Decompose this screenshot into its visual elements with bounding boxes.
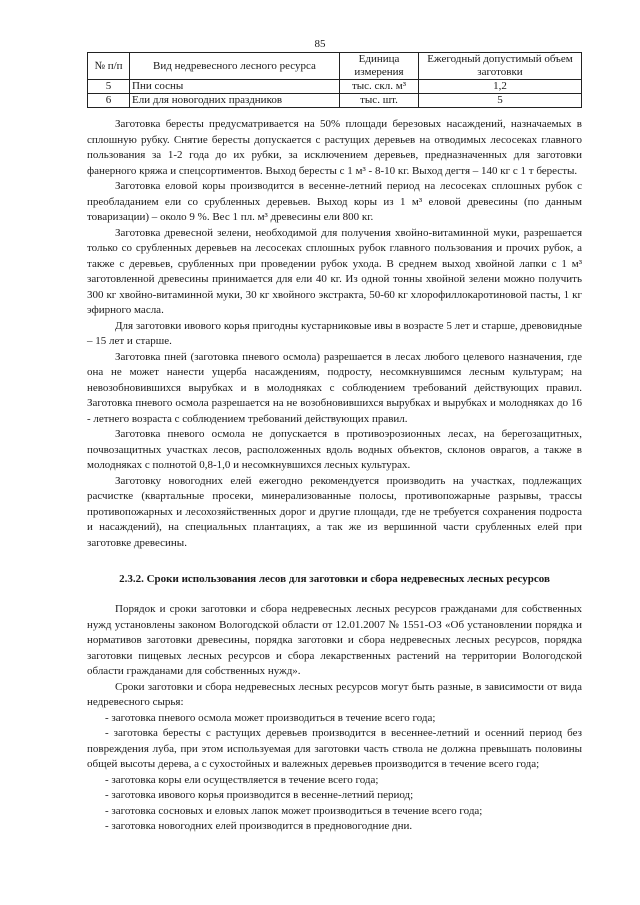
paragraph-terms: Сроки заготовки и сбора недревесных лесных ресурсов могут быть разные, в зависимости от вида недревесного сырья: (87, 680, 582, 708)
list-item: - заготовка ивового корья производится в весенне-летний период; (105, 789, 414, 801)
cell-resource: Пни сосны (130, 80, 340, 94)
list-item: - заготовка коры ели осуществляется в течение всего года; (105, 773, 379, 786)
cell-volume: 5 (419, 94, 582, 108)
list-item: - заготовка новогодних елей производится в предновогодние дни. (105, 820, 413, 832)
col-header-unit: Единица измерения (340, 53, 419, 80)
cell-unit: тыс. скл. м³ (340, 80, 419, 94)
paragraph-spruce-bark: Заготовка еловой коры производится в весенне-летний период на лесосеках сплошных рубок с преобладанием ели со срубленных деревьев. Выход коры из 1 м³ еловой древесины (по данным товаризации) – около 9 %. Вес 1 пл. м³ древесины ели 800 кг. (87, 180, 582, 223)
cell-number: 5 (88, 80, 130, 94)
col-header-number: № п/п (88, 53, 130, 80)
body-text-section (87, 602, 582, 835)
cell-resource: Ели для новогодних праздников (130, 94, 340, 108)
cell-volume: 1,2 (419, 80, 582, 94)
list-item: - заготовка бересты с растущих деревьев производится в весеннее-летний и осенний период без повреждения луба, при этом используемая для заготовки часть ствола не должна превышать половины общей высоты дерева, а с сухостойных и валежных деревьев производится в течение всего года; (87, 727, 582, 770)
col-header-resource: Вид недревесного лесного ресурса (130, 53, 340, 80)
list-item: - заготовка пневого осмола может производиться в течение всего года; (105, 711, 436, 724)
paragraph-birch-bark: Заготовка бересты предусматривается на 50% площади березовых насаждений, назначаемых в сплошную рубку. Снятие бересты допускается с растущих деревьев на отводимых лесосеках главного пользования за 1-2 года до их рубки, за исключением деревьев, предназначенных для заготовки фанерного кряжа и спецсортиментов. Выход бересты с 1 м³ - 8-10 кг. Выход дегтя – 140 кг с 1 т бересты. (87, 118, 582, 177)
paragraph-new-year-trees: Заготовку новогодних елей ежегодно рекомендуется производить на участках, подлежащих расчистке (квартальные просеки, минерализованные полосы, противопожарные разрывы, трассы противопожарных и лесохозяйственных дорог и другие площади, где не требуется сохранения подроста и насаждений), на специальных плантациях, а так же из вершинной части срубленных елей при заготовке древесины. (87, 474, 582, 549)
paragraph-stump-restrictions: Заготовка пневого осмола не допускается в противоэрозионных лесах, на берегозащитных, почвозащитных участках лесов, расположенных вдоль водных объектов, склонов оврагов, а также в молодняках с полнотой 0,8-1,0 и несомкнувшихся лесных культурах. (87, 428, 582, 471)
cell-unit: тыс. шт. (340, 94, 419, 108)
table-row (88, 80, 582, 94)
table-header-row (88, 53, 582, 80)
paragraph-stumps: Заготовка пней (заготовка пневого осмола) разрешается в лесах любого целевого назначения, где она не может нанести ущерба насаждениям, подросту, несомкнувшимся лесным культурам; на невозобновившихся вырубках и в молодняках с соблюдением требований действующих правил. Заготовка пневого осмола разрешается на не возобновившихся вырубках и вырубках и молодняках до 16 - летнего возраста с соблюдением требований действующих правил. (87, 350, 582, 425)
col-header-volume: Ежегодный допустимый объем заготовки (419, 53, 582, 80)
section-title: 2.3.2. Сроки использования лесов для заготовки и сбора недревесных лесных ресурсов (119, 573, 550, 585)
paragraph-wood-greenery: Заготовка древесной зелени, необходимой для получения хвойно-витаминной муки, разрешается только со срубленных деревьев на лесосеках сплошных рубок главного пользования и прочих рубок, а также с деревьев, срубленных при проведении рубок ухода. В среднем выход хвойной лапки с 1 м³ заготовленной древесины принимается для ели 40 кг. Из одной тонны хвойной зелени можно получить 300 кг хвойно-витаминной муки, 30 кг хвойного экстракта, 50-60 кг хлорофиллокаротиновой пасты, 1 кг эфирного масла. (87, 226, 582, 316)
table-row (88, 94, 582, 108)
paragraph-willow-bark: Для заготовки ивового корья пригодны кустарниковые ивы в возрасте 5 лет и старше, древовидные – 15 лет и старше. (87, 319, 582, 347)
cell-number: 6 (88, 94, 130, 108)
body-text (87, 117, 582, 551)
page-number: 85 (314, 38, 326, 50)
paragraph-law: Порядок и сроки заготовки и сбора недревесных лесных ресурсов гражданами для собственных нужд установлены законом Вологодской области от 12.01.2007 № 1551-ОЗ «Об установлении порядка и нормативов заготовки древесины, порядка заготовки и сбора недревесных лесных ресурсов, порядка заготовки пищевых лесных ресурсов и сбора лекарственных растений на территории Вологодской области гражданами для собственных нужд». (87, 603, 582, 677)
resource-table (87, 52, 582, 108)
list-item: - заготовка сосновых и еловых лапок может производиться в течение всего года; (105, 804, 483, 817)
